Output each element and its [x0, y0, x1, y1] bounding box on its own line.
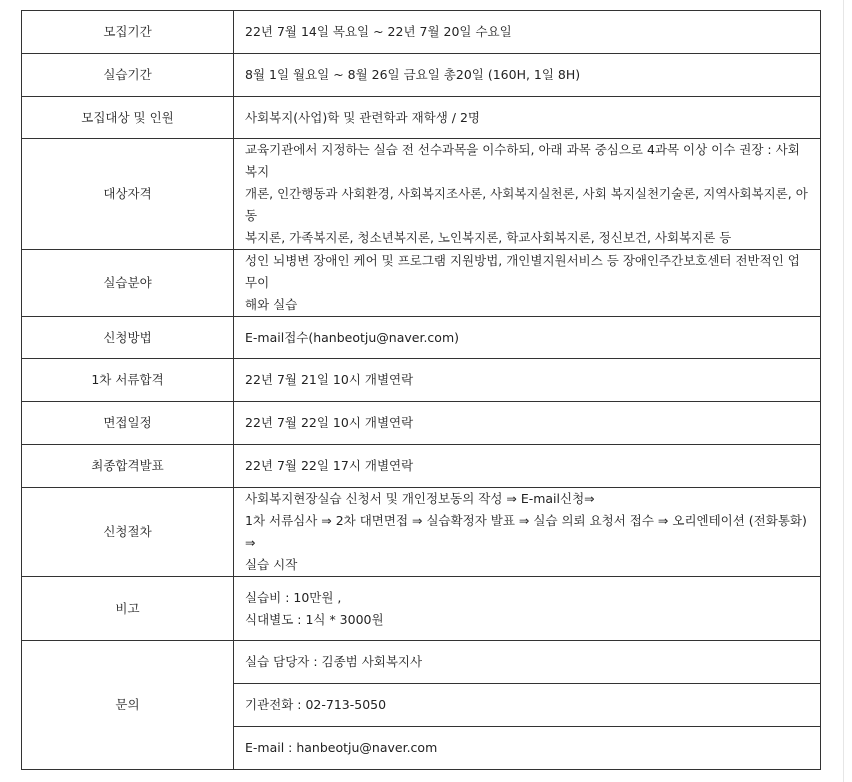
row-value — [234, 250, 821, 317]
row-value — [234, 11, 821, 54]
row-value — [234, 139, 821, 250]
table-row-inquiry-manager — [22, 641, 821, 684]
value-line: 교육기관에서 지정하는 실습 전 선수과목을 이수하되, 아래 과목 중심으로 4과목 이상 이수 권장 : 사회복지 — [245, 142, 800, 179]
value-line: 해와 실습 — [245, 297, 298, 312]
page-right-border — [843, 0, 844, 782]
row-value — [234, 445, 821, 488]
table-row-final-announcement — [22, 445, 821, 488]
row-label: 모집기간 — [22, 11, 234, 54]
row-label: 모집대상 및 인원 — [22, 97, 234, 139]
row-label: 신청절차 — [22, 488, 234, 577]
row-label: 실습분야 — [22, 250, 234, 317]
row-value — [234, 488, 821, 577]
value-line: 22년 7월 22일 10시 개별연락 — [245, 415, 414, 430]
row-value — [234, 317, 821, 359]
value-line: 기관전화 : 02-713-5050 — [245, 697, 387, 712]
row-value — [234, 684, 821, 727]
table-row-qualification — [22, 139, 821, 250]
value-line: 실습 담당자 : 김종범 사회복지사 — [245, 654, 423, 669]
value-line: 22년 7월 22일 17시 개별연락 — [245, 458, 414, 473]
row-value — [234, 359, 821, 402]
row-label: 비고 — [22, 577, 234, 641]
value-line: 사회복지(사업)학 및 관련학과 재학생 / 2명 — [245, 109, 480, 125]
value-line: 개론, 인간행동과 사회환경, 사회복지조사론, 사회복지실천론, 사회 복지실천기술론, 지역사회복지론, 아동 — [245, 186, 808, 223]
value-line: 1차 서류심사 ⇒ 2차 대면면접 ⇒ 실습확정자 발표 ⇒ 실습 의뢰 요청서 접수 ⇒ 오리엔테이션 (전화통화) ⇒ — [245, 513, 807, 550]
value-line: 복지론, 가족복지론, 청소년복지론, 노인복지론, 학교사회복지론, 정신보건, 사회복지론 등 — [245, 230, 732, 245]
value-line: 실습비 : 10만원 , — [245, 589, 342, 605]
row-label: 실습기간 — [22, 54, 234, 97]
row-label: 1차 서류합격 — [22, 359, 234, 402]
row-label: 대상자격 — [22, 139, 234, 250]
value-line: 22년 7월 21일 10시 개별연락 — [245, 372, 414, 387]
value-line: 8월 1일 월요일 ~ 8월 26일 금요일 총20일 (160H, 1일 8H) — [245, 67, 581, 82]
value-line: 사회복지현장실습 신청서 및 개인정보동의 작성 ⇒ E-mail신청⇒ — [245, 491, 595, 506]
table-row-target-count — [22, 97, 821, 139]
internship-info-table — [21, 10, 821, 770]
table-row-recruit-period — [22, 11, 821, 54]
row-label: 면접일정 — [22, 402, 234, 445]
row-label: 신청방법 — [22, 317, 234, 359]
row-label: 최종합격발표 — [22, 445, 234, 488]
row-value — [234, 402, 821, 445]
table-row-practice-period — [22, 54, 821, 97]
row-value — [234, 97, 821, 139]
table-row-interview-date — [22, 402, 821, 445]
row-value — [234, 54, 821, 97]
row-value — [234, 641, 821, 684]
value-line: 22년 7월 14일 목요일 ~ 22년 7월 20일 수요일 — [245, 24, 512, 39]
value-line: 실습 시작 — [245, 557, 298, 572]
row-value — [234, 577, 821, 641]
table-row-practice-field — [22, 250, 821, 317]
value-line: E-mail : hanbeotju@naver.com — [245, 740, 438, 755]
row-label: 문의 — [22, 641, 234, 770]
row-value — [234, 727, 821, 770]
table-row-apply-method — [22, 317, 821, 359]
table-row-apply-procedure — [22, 488, 821, 577]
table-row-document-pass — [22, 359, 821, 402]
value-line: E-mail접수(hanbeotju@naver.com) — [245, 329, 459, 345]
value-line: 식대별도 : 1식 * 3000원 — [245, 611, 384, 627]
table-row-remarks — [22, 577, 821, 641]
value-line: 성인 뇌병변 장애인 케어 및 프로그램 지원방법, 개인별지원서비스 등 장애인주간보호센터 전반적인 업무이 — [245, 253, 800, 290]
